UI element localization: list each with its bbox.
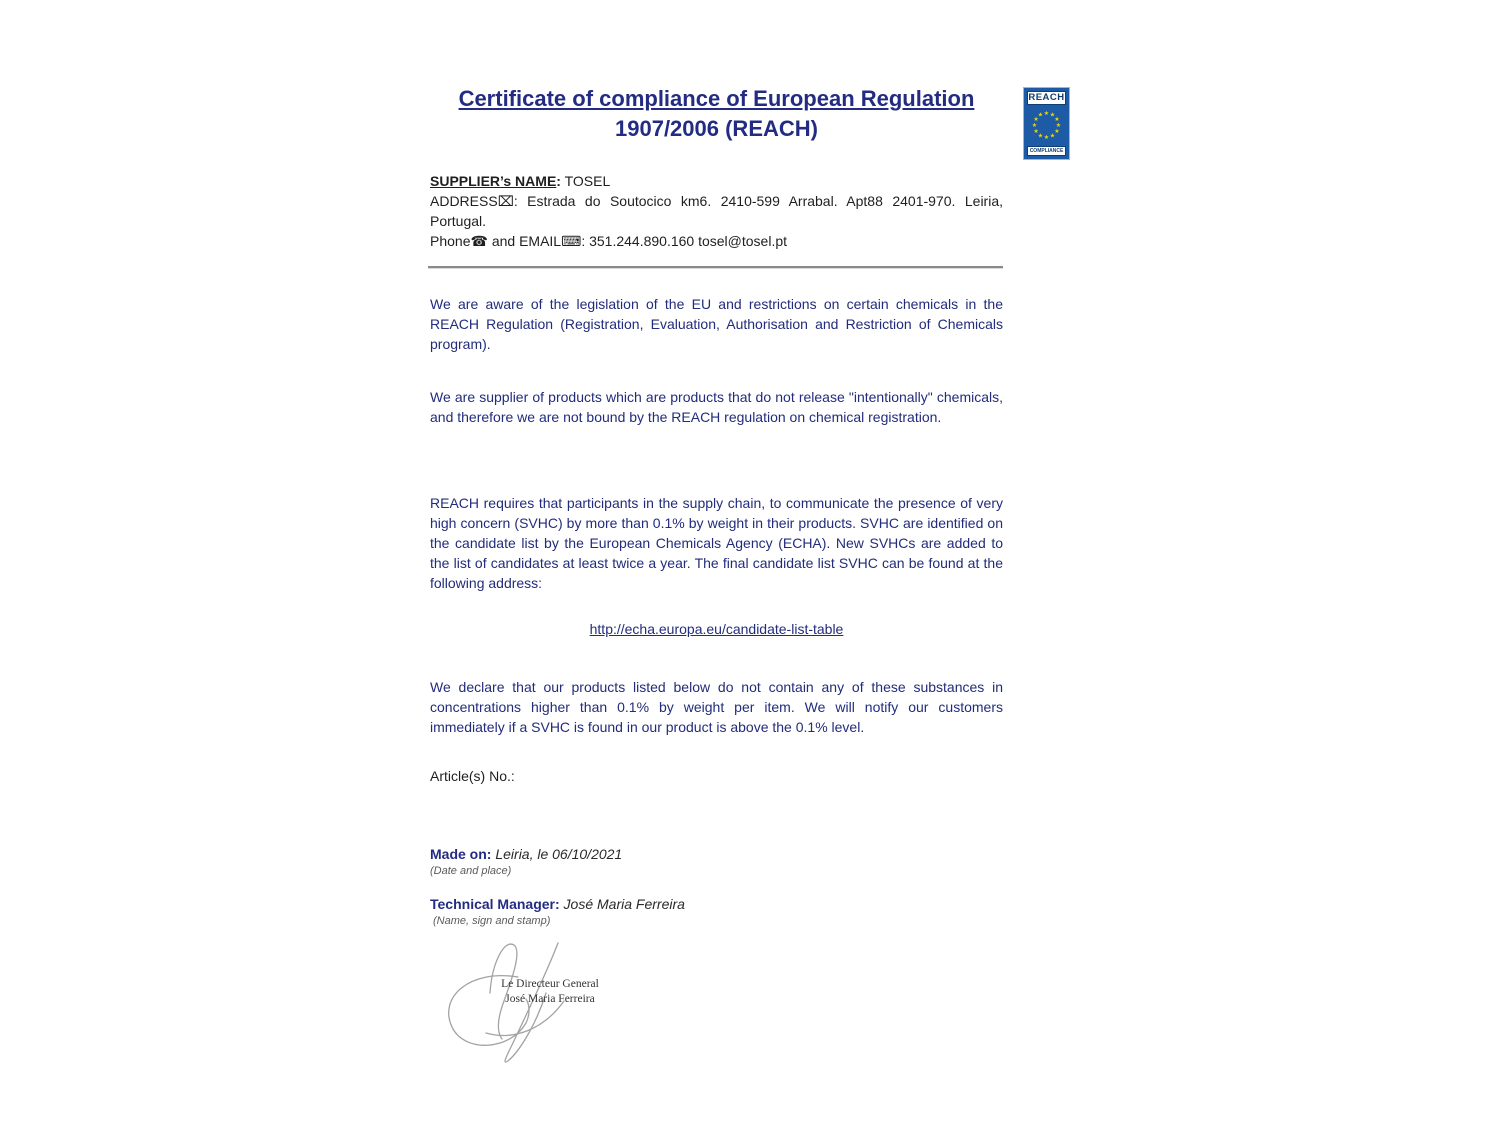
address-value: : Estrada do Soutocico km6. 2410-599 Arrabal. Apt88 2401-970. Leiria, Portugal.	[430, 193, 1003, 229]
page-title-line1: Certificate of compliance of European Regulation	[458, 86, 975, 111]
candidate-list-link-line	[430, 621, 1003, 637]
contact-value: : 351.244.890.160 tosel@tosel.pt	[581, 233, 788, 249]
name-sign-stamp-note: (Name, sign and stamp)	[433, 915, 551, 927]
eu-stars-circle-icon	[1024, 104, 1069, 148]
candidate-list-link[interactable]: http://echa.europa.eu/candidate-list-table	[589, 621, 844, 637]
eu-star-icon: ★	[1054, 129, 1060, 135]
eu-star-icon: ★	[1054, 117, 1060, 123]
phone-icon: ☎	[470, 233, 488, 249]
technical-manager-value: José Maria Ferreira	[559, 896, 685, 912]
made-on-label: Made on:	[430, 846, 492, 862]
envelope-icon: ⌧	[497, 193, 514, 209]
phone-label: Phone	[430, 233, 471, 249]
reach-logo-title: REACH	[1028, 92, 1065, 103]
paragraph-declaration: We declare that our products listed below do not contain any of these substances in concentrations higher than 0.1% by weight per item. We will notify our customers immediately if a SVHC is found in our product is above the 0.1% level.	[430, 679, 1003, 735]
computer-icon: ⌨	[561, 233, 582, 249]
made-on-line	[430, 845, 1003, 864]
supplier-address-line	[430, 191, 1003, 231]
made-on-value: Leiria, le 06/10/2021	[491, 846, 623, 862]
page-title-line2: 1907/2006 (REACH)	[615, 116, 818, 141]
eu-star-icon: ★	[1049, 112, 1056, 119]
supplier-name-line: SUPPLIER’s NAME: TOSEL	[430, 173, 611, 189]
eu-star-icon: ★	[1043, 111, 1050, 117]
supplier-name-value: TOSEL	[560, 173, 611, 189]
technical-manager-line	[430, 895, 1003, 914]
eu-star-icon: ★	[1033, 117, 1039, 123]
eu-star-icon: ★	[1043, 135, 1050, 141]
articles-no-label: Article(s) No.:	[430, 768, 515, 784]
signature-stamp-line1: Le Directeur General	[501, 978, 599, 990]
technical-manager-label: Technical Manager:	[430, 896, 560, 912]
reach-compliance-logo	[1023, 87, 1070, 160]
date-place-note: (Date and place)	[430, 865, 512, 877]
signature-stamp-text	[460, 977, 640, 1007]
eu-star-icon: ★	[1055, 123, 1062, 129]
supplier-info	[430, 171, 1003, 251]
eu-star-icon: ★	[1037, 133, 1044, 140]
address-label: ADDRESS	[430, 193, 498, 209]
signature-area	[430, 935, 660, 1070]
eu-star-icon: ★	[1033, 129, 1039, 135]
eu-star-icon: ★	[1031, 123, 1038, 129]
supplier-contact-line: Phone☎ and EMAIL⌨: 351.244.890.160 tosel@tosel.pt	[430, 233, 788, 249]
paragraph-reach-requirements: REACH requires that participants in the supply chain, to communicate the presence of very high concern (SVHC) by more than 0.1% by weight in their products. SVHC are identified on the candidate list by the European Chemicals Agency (ECHA). New SVHCs are added to the list of candidates at least twice a year. The final candidate list SVHC can be found at the following address:	[430, 495, 1003, 591]
signature-stamp-line2: José Maria Ferreira	[505, 993, 595, 1005]
eu-star-icon: ★	[1037, 112, 1044, 119]
page-title	[430, 84, 1003, 144]
supplier-name-label: SUPPLIER’s NAME	[430, 173, 557, 189]
paragraph-supplier-statement: We are supplier of products which are products that do not release "intentionally" chemicals, and therefore we are not bound by the REACH regulation on chemical registration.	[430, 389, 1003, 425]
eu-star-icon: ★	[1049, 133, 1056, 140]
reach-logo-subtitle: COMPLIANCE	[1027, 146, 1066, 156]
paragraph-awareness: We are aware of the legislation of the EU and restrictions on certain chemicals in the REACH Regulation (Registration, Evaluation, Authorisation and Restriction of Chemicals program).	[430, 296, 1003, 352]
divider	[428, 266, 1003, 269]
